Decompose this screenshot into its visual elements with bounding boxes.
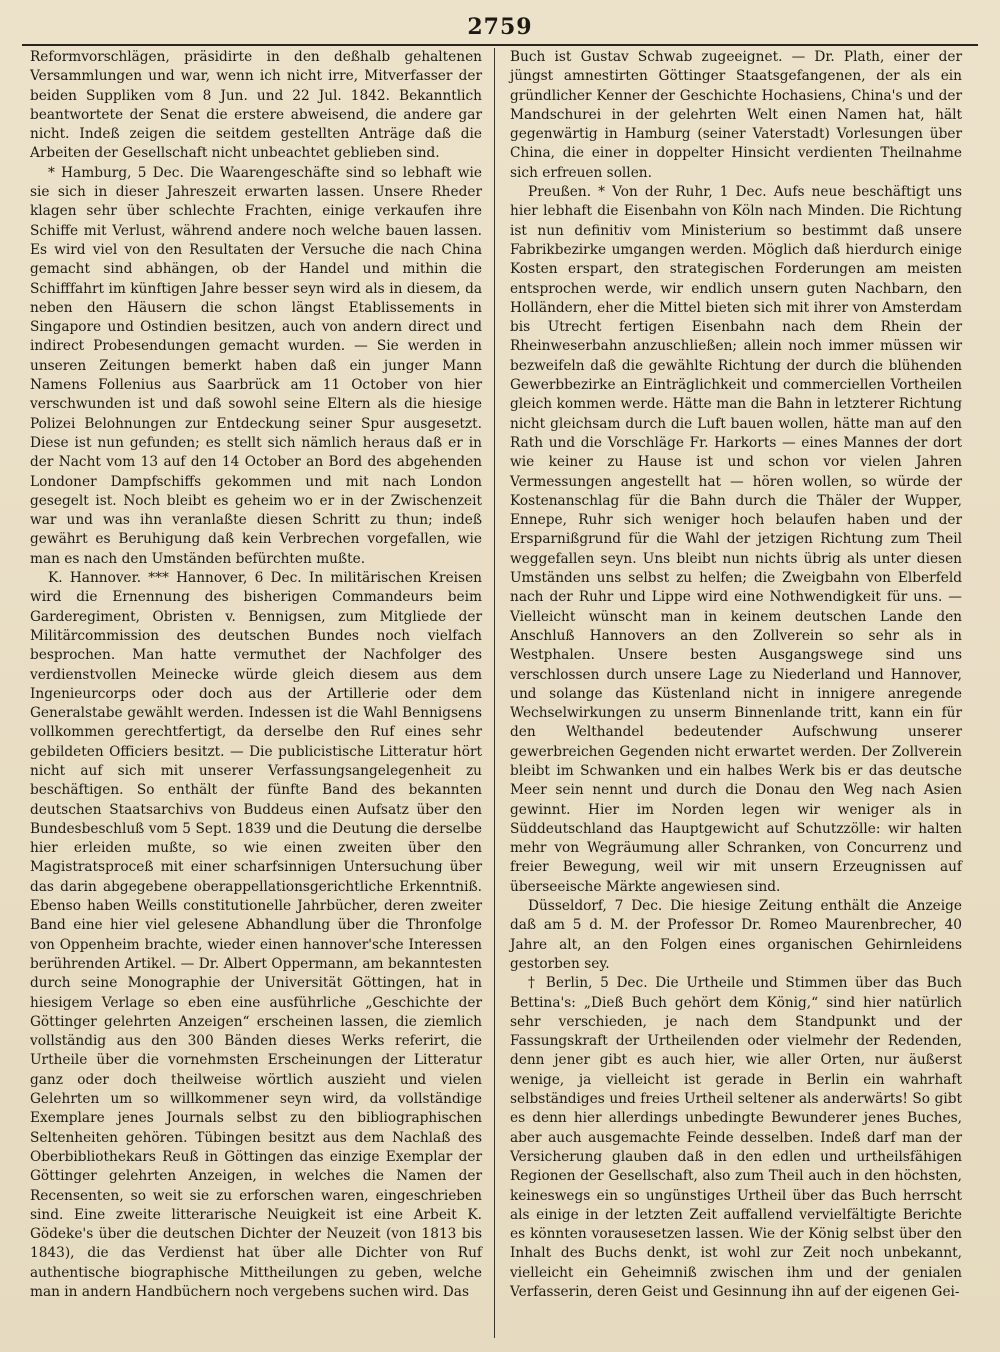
page-number: 2759 [467,14,533,40]
article-duesseldorf: Düsseldorf, 7 Dec. Die hiesige Zeitung enthält die Anzeige daß am 5 d. M. der Professor Dr. Romeo Maurenbrecher, 40 Jahre alt, an den Folgen eines organischen Gehirnleidens gestorben sey. [510,898,962,972]
article-hamburg: * Hamburg, 5 Dec. Die Waarengeschäfte sind so lebhaft wie sie sich in dieser Jahreszeit erwarten lassen. Unsere Rheder klagen sehr über schlechte Frachten, einige verkaufen ihre Schiffe mit Verlust, während andere noch welche bauen lassen. Es wird viel von den Resultaten der Versuche die nach China gemacht sind abhängen, ob der Handel und mithin die Schifffahrt im künftigen Jahre besser seyn wird als in diesem, da neben den Häusern die schon längst Etablissements in Singapore und Ostindien besitzen, auch von andern direct und indirect Probesendungen gemacht wurden. — Sie werden in unseren Zeitungen bemerkt haben daß ein junger Mann Namens Follenius aus Saarbrück am 11 October von hier verschwunden ist und daß sowohl seine Eltern als die hiesige Polizei Belohnungen zur Entdeckung seiner Spur ausgesetzt. Diese ist nun gefunden; es stellt sich nämlich heraus daß er in der Nacht vom 13 auf den 14 October an Bord des abgehenden Londoner Dampfschiffs gekommen und mit nach London gesegelt ist. Noch bleibt es geheim wo er in der Zwischenzeit war und was ihn veranlaßte diesen Schritt zu thun; indeß gewährt es Beruhigung daß kein Verbrechen vorgefallen, wie man es nach den Umständen befürchten mußte. [30,164,482,567]
article-preussen-ruhr: Preußen. * Von der Ruhr, 1 Dec. Aufs neue beschäftigt uns hier lebhaft die Eisenbahn von Köln nach Minden. Die Richtung ist nun definitiv vom Ministerium so bestimmt daß unsere Fabrikbezirke umgangen werden. Möglich daß hierdurch einige Kosten erspart, den strategischen Forderungen am meisten entsprochen werde, wir endlich unsern guten Nachbarn, den Holländern, eher die Mittel bieten sich mit ihrer von Amsterdam bis Utrecht fertigen Eisenbahn nach dem Rhein der Rheinweserbahn anzuschließen; allein noch immer müssen wir bezweifeln daß die gewählte Richtung der durch die blühenden Gewerbbezirke an Einträglichkeit und commerciellen Vortheilen gleich kommen werde. Hätte man die Bahn in letzterer Richtung nicht gleichsam durch die Luft bauen wollen, hätte man auf den Rath und die Vorschläge Fr. Harkorts — eines Mannes der dort wie keiner zu Hause ist und schon vor vielen Jahren Vermessungen angestellt hat — hören wollen, so würde der Kostenanschlag für die Bahn durch die Thäler der Wupper, Ennepe, Ruhr sich weniger hoch belaufen haben und der Ersparnißgrund für die Wahl der jetzigen Richtung zum Theil weggefallen seyn. Uns bleibt nun nichts übrig als unter diesen Umständen uns selbst zu helfen; die Zweigbahn von Elberfeld nach der Ruhr und Lippe wird eine Nothwendigkeit für uns. — Vielleicht wünscht man in keinem deutschen Lande den Anschluß Hannovers an den Zollverein so sehr als in Westphalen. Unsere besten Ausgangswege sind uns verschlossen durch unsere Lage zu Niederland und Hannover, und solange das Küstenland nicht in innigere anregende Wechselwirkungen zu unserm Binnenlande tritt, kann ein für den Welthandel bedeutender Aufschwung unserer gewerbreichen Gegenden nicht erwartet werden. Der Zollverein bleibt im Schwanken und ein halbes Werk bis er das deutsche Meer sein nennt und durch die Donau den Weg nach Asien gewinnt. Hier im Norden legen wir weniger als in Süddeutschland das Hauptgewicht auf Schutzzölle: wir halten mehr von Wegräumung aller Schranken, von Concurrenz und freier Bewegung, weil wir mit unsern Erzeugnissen auf überseeische Märkte angewiesen sind. [510,184,962,895]
right-column [510,48,962,1302]
article-paragraph: Reformvorschlägen, präsidirte in den deßhalb gehaltenen Versammlungen und war, wenn ich nicht irre, Mitverfasser der beiden Suppliken vom 8 Jun. und 22 Jul. 1842. Bekanntlich beantwortete der Senat die erstere abweisend, die andere gar nicht. Indeß zeigen die seitdem gestellten Anträge daß die Arbeiten der Gesellschaft nicht unbeachtet geblieben sind. [30,49,482,162]
header-rule [22,44,978,46]
left-column [30,48,482,1302]
article-berlin: † Berlin, 5 Dec. Die Urtheile und Stimmen über das Buch Bettina's: „Dieß Buch gehört dem König,“ sind hier natürlich sehr verschieden, je nach dem Standpunkt und der Fassungskraft der Urtheilenden oder vielmehr der Redenden, denn jener gibt es auch hier, wie aller Orten, nur äußerst wenige, ja vielleicht ist gerade in Berlin ein wahrhaft selbständiges und freies Urtheil seltener als anderwärts! So gibt es denn hier allerdings unbedingte Bewunderer jenes Buches, aber auch ausgemachte Feinde desselben. Indeß darf man der Versicherung glauben daß in den edlen und urtheilsfähigen Regionen der Gesellschaft, also zum Theil auch in den höchsten, keineswegs ein so ungünstiges Urtheil über das Buch herrscht als einige in der letzten Zeit auffallend vervielfältigte Berichte es könnten vorausesetzen lassen. Wie der König selbst über den Inhalt des Buchs denkt, ist wohl zur Zeit noch unbekannt, vielleicht ein Geheimniß zwischen ihm und der genialen Verfasserin, deren Geist und Gesinnung ihn auf der eigenen Gei- [510,975,962,1300]
article-paragraph: Buch ist Gustav Schwab zugeeignet. — Dr. Plath, einer der jüngst amnestirten Göttinger Staatsgefangenen, der als ein gründlicher Kenner der Geschichte Hochasiens, China's und der Mandschurei in der gelehrten Welt einen Namen hat, hält gegenwärtig in Hamburg (seiner Vaterstadt) Vorlesungen über China, die einer in doppelter Hinsicht verdienten Theilnahme sich erfreuen sollen. [510,49,962,181]
article-hannover: K. Hannover. *** Hannover, 6 Dec. In militärischen Kreisen wird die Ernennung des bisherigen Commandeurs beim Garderegiment, Obristen v. Bennigsen, zum Mitgliede der Militärcommission des deutschen Bundes noch vielfach besprochen. Man hatte vermuthet der Nachfolger des verdienstvollen Meinecke würde gleich diesem aus dem Ingenieurcorps oder doch aus der Artillerie oder dem Generalstabe gewählt werden. Indessen ist die Wahl Bennigsens vollkommen gerechtfertigt, da derselbe den Ruf eines sehr gebildeten Officiers besitzt. — Die publicistische Litteratur hört nicht auf sich mit unserer Verfassungsangelegenheit zu beschäftigen. So enthält der fünfte Band des bekannten deutschen Staatsarchivs von Buddeus einen Aufsatz über den Bundesbeschluß vom 5 Sept. 1839 und die Deutung die derselbe hier erleiden mußte, so wie einen zweiten über den Magistratsproceß mit einer scharfsinnigen Untersuchung über das darin abgegebene oberappellationsgerichtliche Erkenntniß. Ebenso haben Weills constitutionelle Jahrbücher, deren zweiter Band eine hier viel gelesene Abhandlung über die Thronfolge von Oppenheim brachte, wieder einen hannover'sche Interessen berührenden Artikel. — Dr. Albert Oppermann, am bekanntesten durch seine Monographie der Universität Göttingen, hat in hiesigem Verlage so eben eine ausführliche „Geschichte der Göttinger gelehrten Anzeigen“ erscheinen lassen, die ziemlich vollständig aus den 300 Bänden dieses Werks referirt, die Urtheile über die vornehmsten Erscheinungen der Litteratur ganz oder doch theilweise wörtlich auszieht und vielen Gelehrten um so willkommener seyn wird, da vollständige Exemplare jenes Journals selbst zu den bibliographischen Seltenheiten gehören. Tübingen besitzt aus dem Nachlaß des Oberbibliothekars Reuß in Göttingen das einzige Exemplar der Göttinger gelehrten Anzeigen, in welches die Namen der Recensenten, so weit sie zu erforschen waren, eingeschrieben sind. Eine zweite litterarische Neuigkeit ist eine Arbeit K. Gödeke's über die deutschen Dichter der Neuzeit (von 1813 bis 1843), die das Verdienst hat über alle Dichter von Ruf authentische biographische Mittheilungen zu geben, welche man in andern Handbüchern noch vergebens suchen wird. Das [30,570,482,1300]
column-divider [494,48,495,1338]
